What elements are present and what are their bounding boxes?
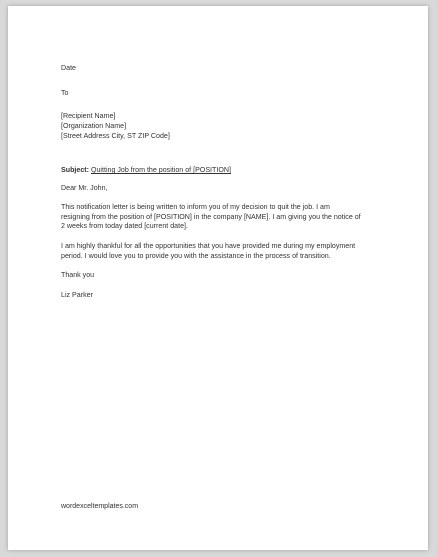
closing: Thank you: [61, 271, 95, 279]
paragraph-2-line: period. I would love you to provide you with the assistance in the process of transition.: [61, 251, 331, 260]
document-page: [8, 6, 428, 550]
paragraph-1-line: This notification letter is being written to inform you of my decision to quit the job. I am: [61, 203, 330, 211]
footer-site: wordexceltemplates.com: [61, 503, 139, 510]
paragraph-1-line: resigning from the position of [POSITION] in the company [NAME]. I am giving you the notice of: [61, 212, 361, 221]
paragraph-2-line: I am highly thankful for all the opportunities that you have provided me during my employment: [61, 242, 356, 250]
paragraph-1-line: 2 weeks from today dated [current date].: [61, 222, 188, 231]
street-address: [Street Address City, ST ZIP Code]: [61, 132, 170, 140]
organization-name: [Organization Name]: [61, 122, 127, 130]
signature: Liz Parker: [61, 291, 93, 299]
salutation: Dear Mr. John,: [61, 184, 108, 192]
subject-label: Subject:: [61, 166, 89, 174]
date-label: Date: [61, 64, 76, 72]
paragraph-1: [61, 203, 379, 232]
recipient-name: [Recipient Name]: [61, 112, 116, 120]
subject-text: Quitting Job from the position of [POSITION]: [90, 166, 231, 174]
to-label: To: [61, 89, 69, 97]
subject-line: [61, 166, 231, 176]
paragraph-2: [61, 242, 379, 261]
